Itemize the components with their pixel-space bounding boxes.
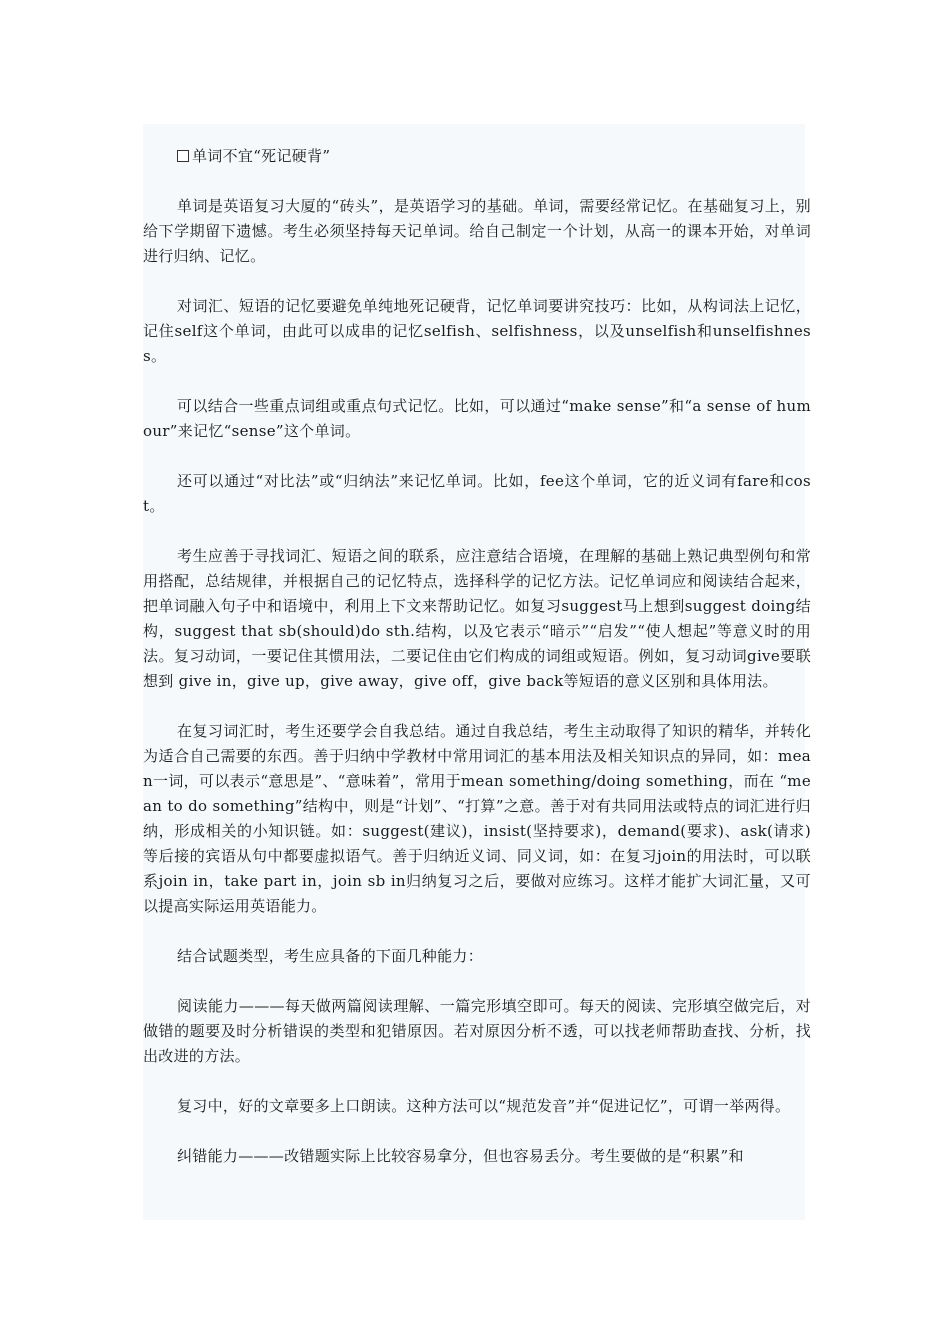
paragraph-correction: 纠错能力———改错题实际上比较容易拿分，但也容易丢分。考生要做的是“积累”和 (177, 1147, 744, 1165)
document-body (143, 144, 811, 1194)
section-heading (143, 144, 811, 169)
paragraph-abilities: 结合试题类型，考生应具备的下面几种能力： (177, 947, 484, 965)
paragraph-reading: 阅读能力———每天做两篇阅读理解、一篇完形填空即可。每天的阅读、完形填空做完后，对做错的题要及时分析错误的类型和犯错原因。若对原因分析不透，可以找老师帮助查找、分析，找出改进的方法。 (143, 997, 811, 1065)
section-heading-text: 单词不宜“死记硬背” (192, 147, 331, 165)
paragraph-read-aloud: 复习中，好的文章要多上口朗读。这种方法可以“规范发音”并“促进记忆”，可谓一举两得。 (177, 1097, 791, 1115)
paragraph-comparison: 还可以通过“对比法”或“归纳法”来记忆单词。比如，fee这个单词，它的近义词有fare和cost。 (143, 472, 811, 515)
paragraph-intro: 单词是英语复习大厦的“砖头”，是英语学习的基础。单词，需要经常记忆。在基础复习上，别给下学期留下遗憾。考生必须坚持每天记单词。给自己制定一个计划，从高一的课本开始，对单词进行归纳、记忆。 (143, 197, 811, 265)
checkbox-icon (177, 150, 189, 162)
paragraph-phrases: 可以结合一些重点词组或重点句式记忆。比如，可以通过“make sense”和“a sense of humour”来记忆“sense”这个单词。 (143, 397, 811, 440)
paragraph-context: 考生应善于寻找词汇、短语之间的联系，应注意结合语境，在理解的基础上熟记典型例句和常用搭配，总结规律，并根据自己的记忆特点，选择科学的记忆方法。记忆单词应和阅读结合起来，把单词融入句子中和语境中，利用上下文来帮助记忆。如复习suggest马上想到suggest doing结构，suggest that sb(should)do sth.结构，以及它表示“暗示”“启发”“使人想起”等意义时的用法。复习动词，一要记住其惯用法，二要记住由它们构成的词组或短语。例如，复习动词give要联想到 give in，give up，give away，give off，give back等短语的意义区别和具体用法。 (143, 547, 811, 690)
paragraph-word-formation: 对词汇、短语的记忆要避免单纯地死记硬背，记忆单词要讲究技巧：比如，从构词法上记忆，记住self这个单词，由此可以成串的记忆selfish、selfishness，以及unselfish和unselfishness。 (143, 297, 811, 365)
paragraph-summary: 在复习词汇时，考生还要学会自我总结。通过自我总结，考生主动取得了知识的精华，并转化为适合自己需要的东西。善于归纳中学教材中常用词汇的基本用法及相关知识点的异同，如：mean一词，可以表示“意思是”、“意味着”，常用于mean something/doing something，而在 “mean to do something”结构中，则是“计划”、“打算”之意。善于对有共同用法或特点的词汇进行归纳，形成相关的小知识链。如：suggest(建议)，insist(坚持要求)，demand(要求)、ask(请求)等后接的宾语从句中都要虚拟语气。善于归纳近义词、同义词，如：在复习join的用法时，可以联系join in，take part in，join sb in归纳复习之后，要做对应练习。这样才能扩大词汇量，又可以提高实际运用英语能力。 (143, 722, 811, 915)
